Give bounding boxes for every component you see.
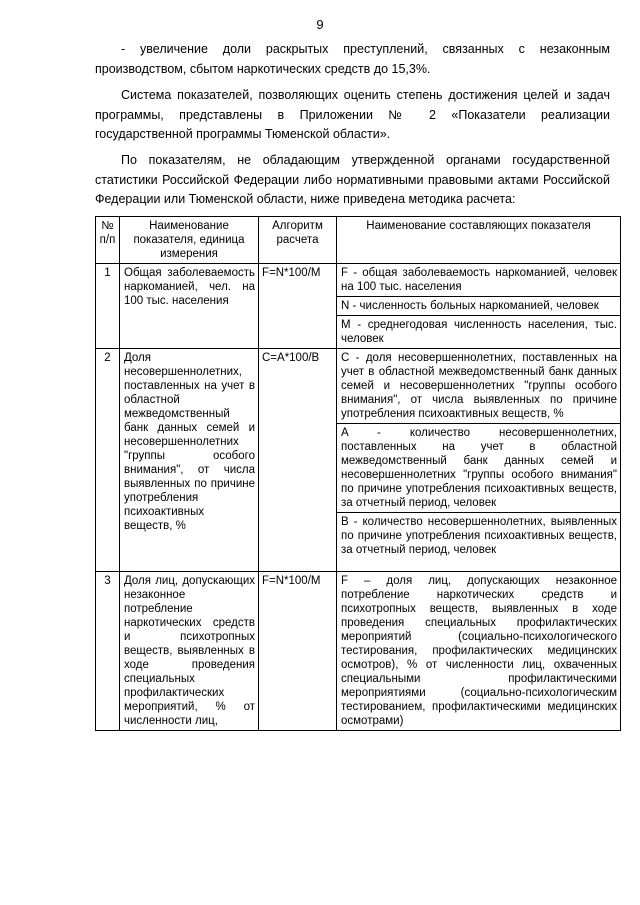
component-item: F – доля лиц, допускающих незаконное потребление наркотических средств и психотропных веществ, выявленных в ходе проведения специальных профилактических мероприятий (социально-психологического тестирования, профилактических медицинских осмотров), % от численности лиц, охваченных специальными профилактическими мероприятиями (социально-психологическим тестированием, профилактическими медицинских осмотрами)	[341, 575, 617, 727]
row-components	[337, 349, 621, 572]
paragraph-crime-disclosure: - увеличение доли раскрытых преступлений, связанных с незаконным производством, сбытом наркотических средств до 15,3%.	[95, 42, 610, 76]
paragraph-indicator-system: Система показателей, позволяющих оценить степень достижения целей и задач программы, представлены в Приложении № 2 «Показатели реализации государственной программы Тюменской области».	[95, 88, 610, 141]
header-num: № п/п	[96, 217, 120, 264]
header-name: Наименование показателя, единица измерения	[120, 217, 259, 264]
table-row	[96, 349, 621, 572]
component-item: B - количество несовершеннолетних, выявленных по причине употребления психоактивных веществ, за отчетный период, человек	[337, 512, 620, 571]
row-algorithm: F=N*100/M	[259, 572, 337, 731]
row-algorithm: C=A*100/B	[259, 349, 337, 572]
header-algorithm: Алгоритм расчета	[259, 217, 337, 264]
row-num: 2	[96, 349, 120, 572]
table-row	[96, 572, 621, 731]
table-row	[96, 264, 621, 349]
component-item: C - доля несовершеннолетних, поставленных на учет в областной межведомственный банк данных семей и несовершеннолетних "группы особого внимания", от числа выявленных по причине употребления психоактивных веществ, %	[341, 352, 617, 420]
component-item: N - численность больных наркоманией, человек	[337, 296, 620, 315]
row-num: 1	[96, 264, 120, 349]
row-algorithm: F=N*100/M	[259, 264, 337, 349]
row-indicator-name: Общая заболеваемость наркоманией, чел. на 100 тыс. населения	[120, 264, 259, 349]
row-indicator-name: Доля лиц, допускающих незаконное потребление наркотических средств и психотропных веществ, выявленных в ходе проведения специальных профилактических мероприятий, % от численности лиц,	[120, 572, 259, 731]
page-number: 9	[316, 17, 324, 32]
component-item: A - количество несовершеннолетних, поставленных на учет в областной межведомственный банк данных семей и несовершеннолетних "группы особого внимания" по причине употребления психоактивных веществ, за отчетный период, человек	[337, 423, 620, 512]
row-components	[337, 264, 621, 349]
row-indicator-name: Доля несовершеннолетних, поставленных на учет в областной межведомственный банк данных семей и несовершеннолетних "группы особого внимания", от числа выявленных по причине употребления психоактивных веществ, %	[120, 349, 259, 572]
row-components	[337, 572, 621, 731]
table-header-row	[96, 217, 621, 264]
indicators-table	[95, 216, 621, 731]
paragraph-methodology-intro: По показателям, не обладающим утвержденной органами государственной статистики Российской Федерации либо нормативными правовыми актами Российской Федерации или Тюменской области, ниже приведена методика расчета:	[95, 153, 610, 206]
component-item: M - среднегодовая численность населения, тыс. человек	[337, 315, 620, 348]
row-num: 3	[96, 572, 120, 731]
header-components: Наименование составляющих показателя	[337, 217, 621, 264]
component-item: F - общая заболеваемость наркоманией, человек на 100 тыс. населения	[341, 267, 617, 293]
